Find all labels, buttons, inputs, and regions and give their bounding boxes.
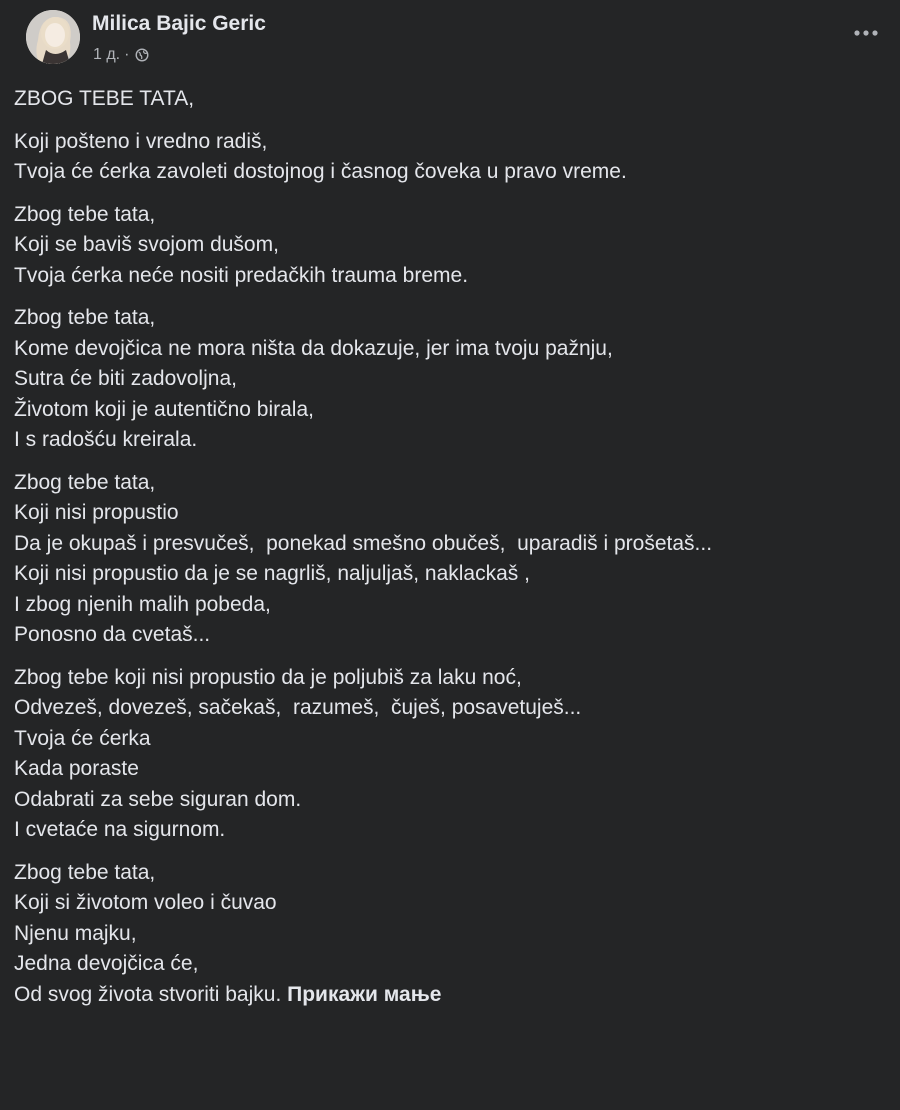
text-line-content: Koji pošteno i vredno radiš, (14, 129, 268, 153)
text-line-content: Koji nisi propustio (14, 501, 179, 524)
text-line (14, 425, 886, 456)
text-line (14, 395, 886, 426)
text-line (14, 663, 886, 694)
stanza (14, 663, 886, 846)
text-line-content: Kome devojčica ne mora ništa da dokazuje, jer ima tvoju pažnju, (14, 336, 613, 360)
text-line-content: Tvoja će ćerka zavoleti dostojnog i časnog čoveka u pravo vreme. (14, 160, 627, 183)
stanza (14, 200, 886, 292)
text-line-content: Životom koji je autentično birala, (14, 397, 314, 421)
text-line (14, 980, 886, 1011)
text-line (14, 888, 886, 919)
post-time[interactable]: 1 д. (93, 46, 121, 63)
text-line-content: Koji se baviš svojom dušom, (14, 233, 279, 256)
text-line (14, 468, 886, 499)
text-line-content: Od svog života stvoriti bajku. (14, 982, 282, 1006)
text-line-content: Sutra će biti zadovoljna, (14, 367, 237, 390)
text-line (14, 919, 886, 950)
author-name[interactable]: Milica Bajic Geric (92, 12, 266, 35)
text-line-content: I cvetaće na sigurnom. (14, 818, 226, 841)
post-title-line (14, 84, 886, 115)
text-line (14, 785, 886, 816)
text-line-content: I s radošću kreirala. (14, 428, 198, 451)
meta-separator: · (124, 46, 130, 63)
more-options-button[interactable] (848, 14, 884, 46)
text-line-content: Jedna devojčica će, (14, 952, 199, 975)
stanza-list (14, 127, 886, 1011)
text-line-content: Koji si životom voleo i čuvao (14, 891, 277, 914)
text-line-content: Zbog tebe tata, (14, 470, 156, 494)
text-line-content: Zbog tebe tata, (14, 860, 156, 884)
text-line-content: Da je okupaš i presvučeš, ponekad smešno obučeš, uparadiš i prošetaš... (14, 531, 713, 555)
text-line (14, 261, 886, 292)
text-line (14, 815, 886, 846)
text-line (14, 949, 886, 980)
text-line (14, 200, 886, 231)
text-line (14, 724, 886, 755)
text-line-content: Zbog tebe tata, (14, 306, 156, 329)
stanza (14, 127, 886, 188)
text-line (14, 529, 886, 560)
stanza (14, 858, 886, 1011)
text-line-content: Njenu majku, (14, 921, 137, 945)
text-line-content: Zbog tebe koji nisi propustio da je poljubiš za laku noć, (14, 665, 522, 689)
text-line-content: I zbog njenih malih pobeda, (14, 592, 271, 616)
post-meta (93, 46, 149, 64)
text-line (14, 858, 886, 889)
text-line-content: Koji nisi propustio da je se nagrliš, naljuljaš, naklackaš , (14, 562, 530, 585)
see-less-link[interactable]: Прикажи мање (287, 982, 442, 1006)
globe-icon[interactable] (135, 48, 149, 62)
avatar[interactable] (26, 10, 80, 64)
text-line-content: Zbog tebe tata, (14, 202, 156, 226)
stanza (14, 468, 886, 651)
text-line-content: Odabrati za sebe siguran dom. (14, 787, 302, 811)
text-line: ZBOG TEBE TATA, (14, 87, 195, 110)
text-line (14, 364, 886, 395)
text-line (14, 559, 886, 590)
text-line-content: Odvezeš, dovezeš, sačekaš, razumeš, čuješ, posavetuješ... (14, 696, 582, 719)
text-line (14, 334, 886, 365)
text-line-content: Kada poraste (14, 757, 139, 780)
text-line (14, 230, 886, 261)
text-line-content: Tvoja ćerka neće nositi predačkih trauma breme. (14, 263, 469, 287)
stanza (14, 303, 886, 456)
text-line (14, 620, 886, 651)
text-line-content: Ponosno da cvetaš... (14, 623, 211, 646)
more-horizontal-icon (853, 17, 879, 43)
text-line (14, 127, 886, 158)
text-line (14, 693, 886, 724)
text-line (14, 303, 886, 334)
post-header (14, 0, 886, 80)
text-line (14, 157, 886, 188)
text-line (14, 498, 886, 529)
post-text (14, 84, 886, 1010)
text-line (14, 590, 886, 621)
text-line (14, 754, 886, 785)
text-line-content: Tvoja će ćerka (14, 726, 151, 750)
